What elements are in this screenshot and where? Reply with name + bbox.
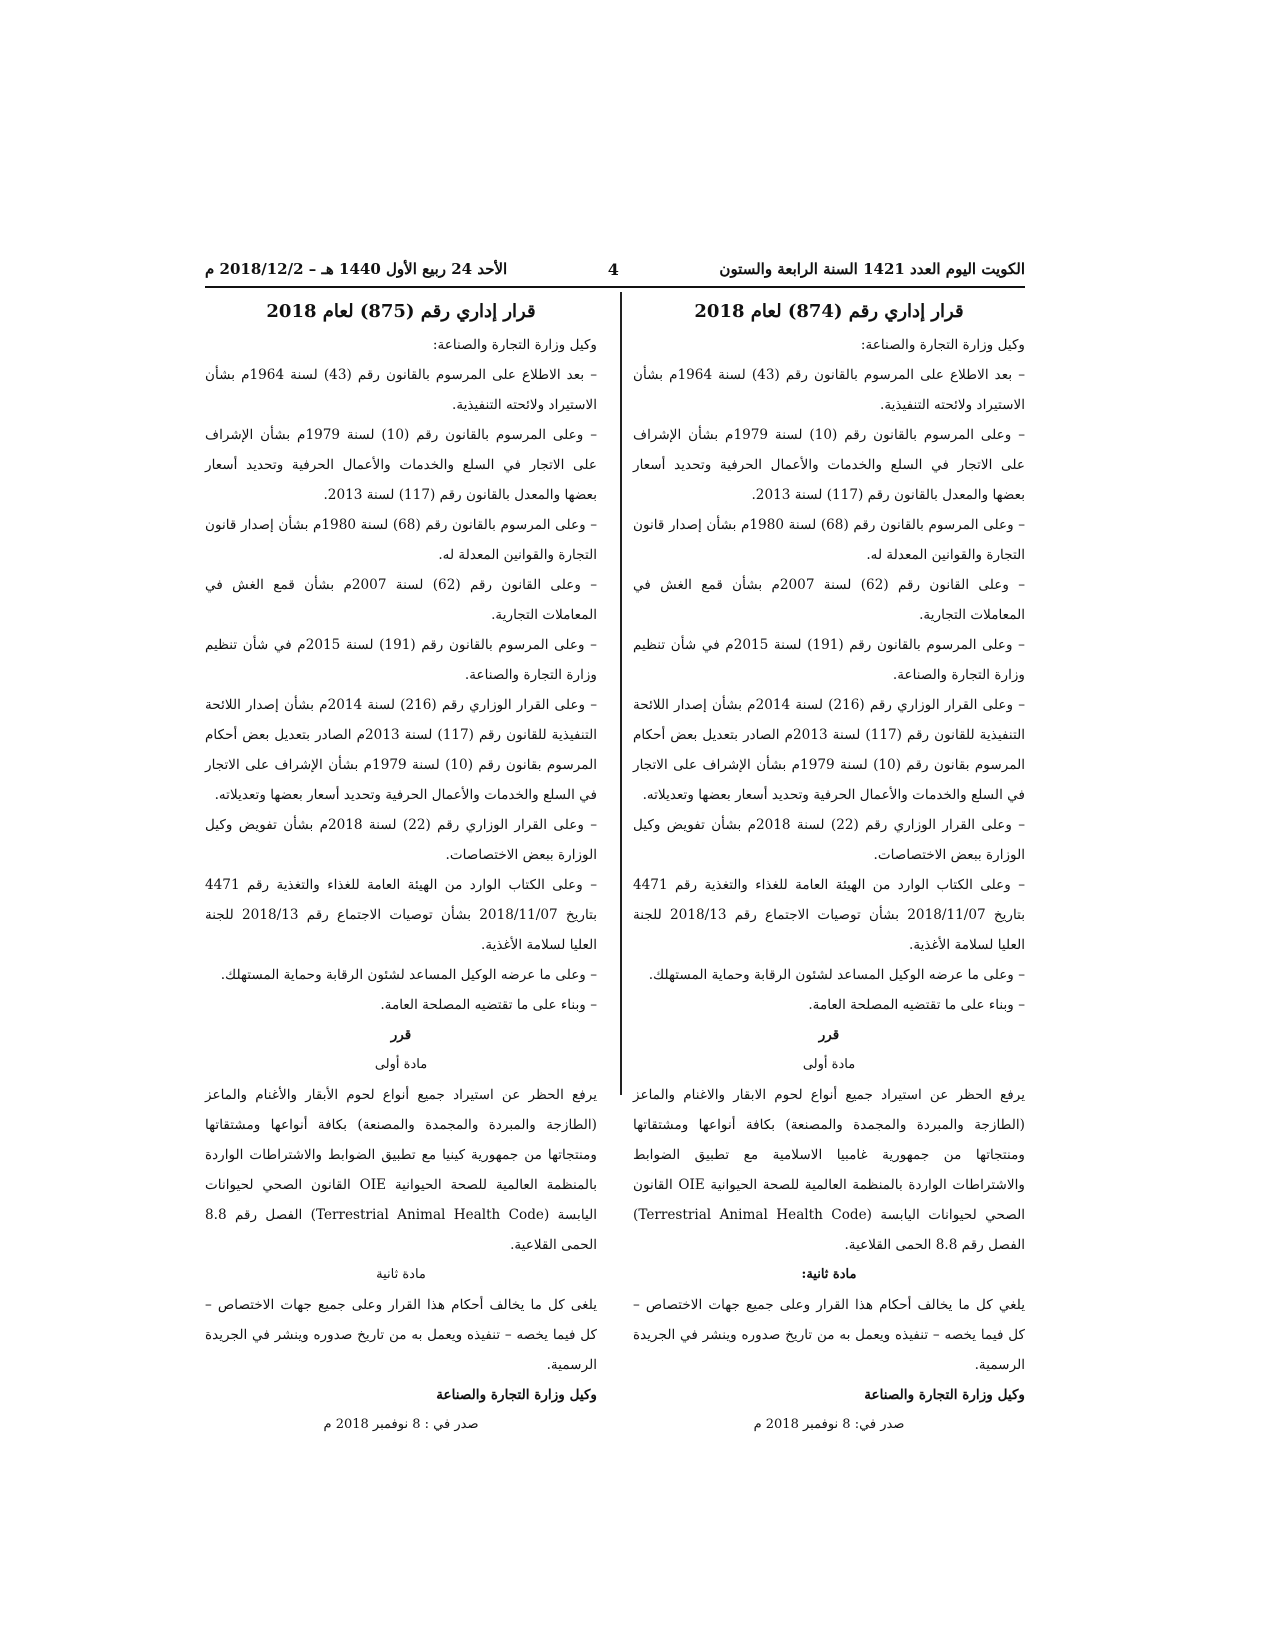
decided-heading: قرر bbox=[390, 1027, 412, 1043]
columns bbox=[205, 292, 1025, 1440]
gazette-page bbox=[205, 258, 1025, 1440]
signature: وكيل وزارة التجارة والصناعة bbox=[436, 1387, 597, 1403]
header-publication: الكويت اليوم العدد 1421 السنة الرابعة والستون bbox=[719, 260, 1025, 278]
issued-date: صدر في: 8 نوفمبر 2018 م bbox=[753, 1417, 905, 1432]
page-header bbox=[205, 258, 1025, 288]
preamble-line: – وعلى القرار الوزاري رقم (216) لسنة 2014م بشأن إصدار اللائحة التنفيذية للقانون رقم (117) لسنة 2013م الصادر بتعديل بعض أحكام المرسوم بقانون رقم (10) لسنة 1979م بشأن الإشراف على الاتجار في السلع والخدمات والأعمال الحرفية وتحديد أسعار بعضها وتعديلاته. bbox=[205, 697, 598, 803]
article-1-text: يرفع الحظر عن استيراد جميع أنواع لحوم الأبقار والأغنام والماعز (الطازجة والمبردة والمجمدة والمصنعة) بكافة أنواعها ومشتقاتها ومنتجاتها من جمهورية كينيا مع تطبيق الضوابط والاشتراطات الواردة بالمنظمة العالمية للصحة الحيوانية OIE القانون الصحي لحيوانات اليابسة (Terrestrial Animal Health Code) الفصل رقم 8.8 الحمى القلاعية. bbox=[205, 1087, 597, 1253]
decision-874 bbox=[633, 292, 1025, 1440]
preamble-line: – وعلى القرار الوزاري رقم (22) لسنة 2018م بشأن تفويض وكيل الوزارة ببعض الاختصاصات. bbox=[205, 817, 598, 863]
article-2-title: مادة ثانية bbox=[376, 1267, 426, 1282]
issued-date: صدر في : 8 نوفمبر 2018 م bbox=[323, 1417, 479, 1432]
column-divider bbox=[620, 292, 622, 1095]
preamble-line: – بعد الاطلاع على المرسوم بالقانون رقم (43) لسنة 1964م بشأن الاستيراد ولائحته التنفيذية. bbox=[633, 367, 1025, 413]
preamble-line: – وعلى ما عرضه الوكيل المساعد لشئون الرقابة وحماية المستهلك. bbox=[648, 967, 1025, 983]
decision-title: قرار إداري رقم (874) لعام 2018 bbox=[694, 301, 964, 322]
preamble-line: – وعلى القرار الوزاري رقم (216) لسنة 2014م بشأن إصدار اللائحة التنفيذية للقانون رقم (117) لسنة 2013م الصادر بتعديل بعض أحكام المرسوم بقانون رقم (10) لسنة 1979م بشأن الإشراف على الاتجار في السلع والخدمات والأعمال الحرفية وتحديد أسعار بعضها وتعديلاته. bbox=[633, 697, 1026, 803]
preamble-line: – وعلى القانون رقم (62) لسنة 2007م بشأن قمع الغش في المعاملات التجارية. bbox=[633, 577, 1025, 623]
preamble-line: – بعد الاطلاع على المرسوم بالقانون رقم (43) لسنة 1964م بشأن الاستيراد ولائحته التنفيذية. bbox=[205, 367, 597, 413]
article-2-text: يلغى كل ما يخالف أحكام هذا القرار وعلى جميع جهات الاختصاص – كل فيما يخصه – تنفيذه ويعمل به من تاريخ صدوره وينشر في الجريدة الرسمية. bbox=[205, 1297, 597, 1373]
preamble-line: – وعلى الكتاب الوارد من الهيئة العامة للغذاء والتغذية رقم 4471 بتاريخ 2018/11/07 بشأن توصيات الاجتماع رقم 2018/13 للجنة العليا لسلامة الأغذية. bbox=[205, 877, 597, 953]
preamble-line: – وعلى المرسوم بالقانون رقم (191) لسنة 2015م في شأن تنظيم وزارة التجارة والصناعة. bbox=[205, 637, 597, 683]
preamble-line: – وعلى المرسوم بالقانون رقم (10) لسنة 1979م بشأن الإشراف على الاتجار في السلع والخدمات والأعمال الحرفية وتحديد أسعار بعضها والمعدل بالقانون رقم (117) لسنة 2013. bbox=[205, 427, 597, 503]
article-2-text: يلغي كل ما يخالف أحكام هذا القرار وعلى جميع جهات الاختصاص – كل فيما يخصه – تنفيذه ويعمل به من تاريخ صدوره وينشر في الجريدة الرسمية. bbox=[633, 1297, 1025, 1373]
preamble-line: وكيل وزارة التجارة والصناعة: bbox=[860, 337, 1025, 353]
article-1-text: يرفع الحظر عن استيراد جميع أنواع لحوم الابقار والاغنام والماعز (الطازجة والمبردة والمجمدة والمصنعة) بكافة أنواعها ومشتقاتها ومنتجاتها من جمهورية غامبيا الاسلامية مع تطبيق الضوابط والاشتراطات الواردة بالمنظمة العالمية للصحة الحيوانية OIE القانون الصحي لحيوانات اليابسة (Terrestrial Animal Health Code) الفصل رقم 8.8 الحمى القلاعية. bbox=[633, 1087, 1025, 1253]
header-date: الأحد 24 ربيع الأول 1440 هـ – 2018/12/2 م bbox=[205, 260, 508, 278]
page-number: 4 bbox=[607, 259, 619, 279]
preamble-line: – وبناء على ما تقتضيه المصلحة العامة. bbox=[808, 997, 1025, 1013]
decision-875 bbox=[205, 292, 597, 1440]
preamble-line: – وعلى المرسوم بالقانون رقم (68) لسنة 1980م بشأن إصدار قانون التجارة والقوانين المعدلة له. bbox=[633, 517, 1025, 563]
preamble-line: – وعلى القرار الوزاري رقم (22) لسنة 2018م بشأن تفويض وكيل الوزارة ببعض الاختصاصات. bbox=[633, 817, 1026, 863]
preamble-line: – وبناء على ما تقتضيه المصلحة العامة. bbox=[380, 997, 597, 1013]
preamble-line: – وعلى ما عرضه الوكيل المساعد لشئون الرقابة وحماية المستهلك. bbox=[220, 967, 597, 983]
preamble-line: – وعلى المرسوم بالقانون رقم (10) لسنة 1979م بشأن الإشراف على الاتجار في السلع والخدمات والأعمال الحرفية وتحديد أسعار بعضها والمعدل بالقانون رقم (117) لسنة 2013. bbox=[633, 427, 1025, 503]
decision-title: قرار إداري رقم (875) لعام 2018 bbox=[266, 301, 536, 322]
article-1-title: مادة أولى bbox=[802, 1057, 856, 1072]
preamble-line: وكيل وزارة التجارة والصناعة: bbox=[432, 337, 597, 353]
preamble-line: – وعلى المرسوم بالقانون رقم (191) لسنة 2015م في شأن تنظيم وزارة التجارة والصناعة. bbox=[633, 637, 1025, 683]
preamble-line: – وعلى المرسوم بالقانون رقم (68) لسنة 1980م بشأن إصدار قانون التجارة والقوانين المعدلة له. bbox=[205, 517, 597, 563]
preamble-line: – وعلى القانون رقم (62) لسنة 2007م بشأن قمع الغش في المعاملات التجارية. bbox=[205, 577, 597, 623]
signature: وكيل وزارة التجارة والصناعة bbox=[864, 1387, 1025, 1403]
article-2-title: مادة ثانية: bbox=[801, 1267, 857, 1282]
decided-heading: قرر bbox=[818, 1027, 840, 1043]
preamble-line: – وعلى الكتاب الوارد من الهيئة العامة للغذاء والتغذية رقم 4471 بتاريخ 2018/11/07 بشأن توصيات الاجتماع رقم 2018/13 للجنة العليا لسلامة الأغذية. bbox=[633, 877, 1025, 953]
article-1-title: مادة أولى bbox=[374, 1057, 428, 1072]
